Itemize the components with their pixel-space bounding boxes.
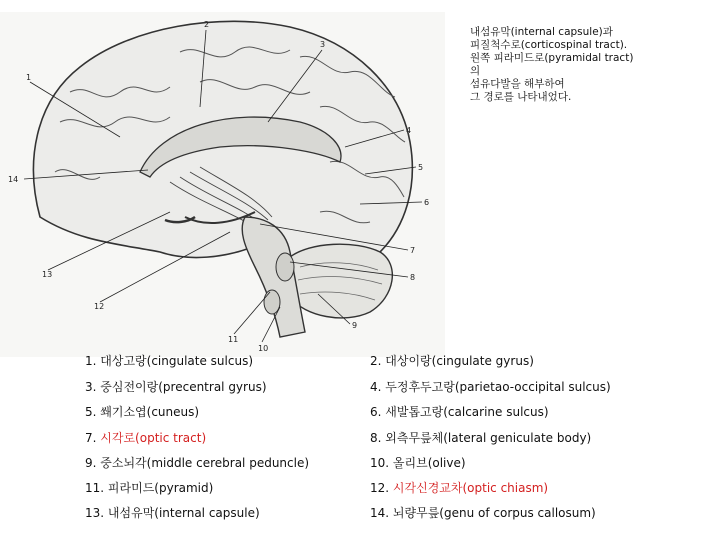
legend-text: 피라미드(pyramid) <box>107 481 214 495</box>
legend-text: 대상이랑(cingulate gyrus) <box>385 354 534 368</box>
legend-number: 14. <box>370 506 390 520</box>
legend-number: 6. <box>370 405 382 419</box>
legend-text: 쐐기소엽(cuneus) <box>100 405 200 419</box>
caption-line: 피질척수로(corticospinal tract). <box>470 39 628 51</box>
cerebellum <box>290 244 392 318</box>
figure-number-4: 4 <box>406 126 412 135</box>
caption-line: 섬유다발을 해부하여 <box>470 78 565 90</box>
brain-dissection-figure <box>0 12 445 357</box>
brain-illustration <box>0 12 445 357</box>
legend-text: 대상고랑(cingulate sulcus) <box>100 354 254 368</box>
legend-item <box>370 403 549 420</box>
figure-number-3: 3 <box>320 40 326 49</box>
legend-number: 2. <box>370 354 382 368</box>
figure-number-2: 2 <box>204 20 210 29</box>
legend-number: 1. <box>85 354 97 368</box>
legend-text: 외측무릎체(lateral geniculate body) <box>385 431 592 445</box>
legend-number: 8. <box>370 431 382 445</box>
legend-item <box>370 352 534 369</box>
legend-text: 올리브(olive) <box>392 456 466 470</box>
legend-text: 새발톱고랑(calcarine sulcus) <box>385 405 549 419</box>
legend-text-highlighted: 시각신경교차(optic chiasm) <box>392 481 549 495</box>
legend-number: 5. <box>85 405 97 419</box>
legend-number: 12. <box>370 481 390 495</box>
legend-text: 내섬유막(internal capsule) <box>107 506 260 520</box>
legend-item <box>370 504 596 521</box>
legend-number: 13. <box>85 506 105 520</box>
legend-text-highlighted: 시각로(optic tract) <box>100 431 207 445</box>
legend-item <box>370 378 611 395</box>
legend-number: 4. <box>370 380 382 394</box>
figure-number-14: 14 <box>8 175 19 184</box>
caption-line: 원쪽 피라미드로(pyramidal tract) <box>470 52 634 64</box>
legend-item <box>85 479 213 496</box>
legend-text: 뇌량무릎(genu of corpus callosum) <box>392 506 596 520</box>
figure-number-6: 6 <box>424 198 430 207</box>
legend-item <box>85 454 309 471</box>
figure-number-11: 11 <box>228 335 239 344</box>
legend-item <box>85 403 199 420</box>
legend-item <box>370 479 548 496</box>
figure-number-13: 13 <box>42 270 53 279</box>
figure-number-1: 1 <box>26 73 32 82</box>
legend-number: 3. <box>85 380 97 394</box>
figure-number-9: 9 <box>352 321 358 330</box>
legend-number: 9. <box>85 456 97 470</box>
structure-legend <box>75 342 715 532</box>
legend-text: 중소뇌각(middle cerebral peduncle) <box>100 456 310 470</box>
legend-item <box>370 429 591 446</box>
figure-number-10: 10 <box>258 344 269 353</box>
legend-item <box>85 378 267 395</box>
legend-text: 중심전이랑(precentral gyrus) <box>100 380 267 394</box>
legend-number: 11. <box>85 481 105 495</box>
figure-number-8: 8 <box>410 273 416 282</box>
figure-number-12: 12 <box>94 302 105 311</box>
legend-item <box>370 454 466 471</box>
caption-line: 의 <box>470 65 481 77</box>
figure-number-5: 5 <box>418 163 424 172</box>
figure-number-7: 7 <box>410 246 416 255</box>
caption-line: 그 경로를 나타내었다. <box>470 91 572 103</box>
legend-item <box>85 352 253 369</box>
legend-number: 10. <box>370 456 390 470</box>
legend-text: 두정후두고랑(parietao-occipital sulcus) <box>385 380 611 394</box>
legend-item <box>85 429 206 446</box>
caption-line: 내섬유막(internal capsule)과 <box>470 26 613 38</box>
legend-item <box>85 504 260 521</box>
figure-caption <box>470 26 710 104</box>
legend-number: 7. <box>85 431 97 445</box>
